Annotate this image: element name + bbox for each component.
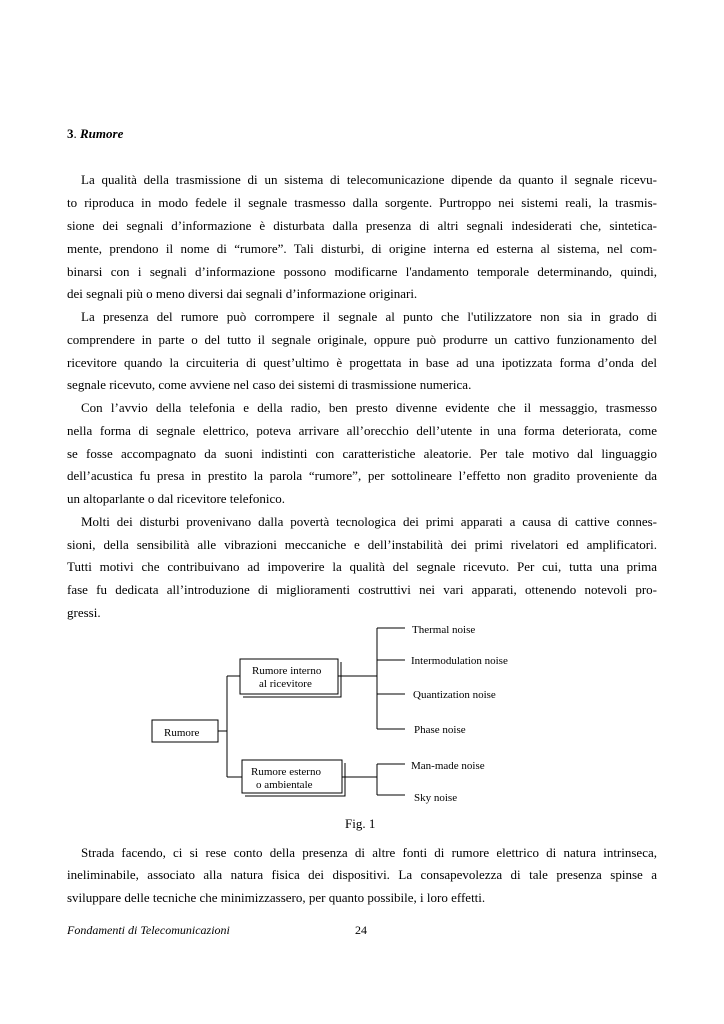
section-number: 3 bbox=[67, 126, 74, 141]
paragraph-line: comprendere in parte o del tutto il segnale originale, oppure può produrre un cattivo funzionamento del bbox=[67, 332, 657, 347]
paragraph-line: sviluppare delle tecniche che minimizzassero, per quanto possibile, i loro effetti. bbox=[67, 890, 486, 905]
paragraph-line: ineliminabile, associato alla natura fisica dei dispositivi. La consapevolezza di tale presenza spinse a bbox=[67, 867, 657, 882]
paragraph-line: Tutti motivi che contribuivano ad impoverire la qualità del segnale ricevuto. Per cui, tutta una prima bbox=[67, 559, 657, 574]
leaf-intermodulation-noise: Intermodulation noise bbox=[411, 655, 508, 667]
leaf-phase-noise: Phase noise bbox=[414, 724, 466, 736]
paragraph-line: se fosse accompagnato da suoni indistinti con caratteristiche aleatorie. Per tale motivo dal linguaggio bbox=[67, 446, 657, 461]
paragraph-line: mente, prendono il nome di “rumore”. Tali disturbi, di origine interna ed esterna al sistema, nel com- bbox=[67, 241, 657, 256]
paragraph-line: Strada facendo, ci si rese conto della presenza di altre fonti di rumore elettrico di natura intrinseca, bbox=[81, 845, 657, 860]
footer-page-number: 24 bbox=[355, 923, 367, 937]
leaf-thermal-noise: Thermal noise bbox=[412, 624, 476, 636]
figure-caption: Fig. 1 bbox=[345, 816, 376, 831]
paragraph-line: La qualità della trasmissione di un sistema di telecomunicazione dipende da quanto il segnale ricevu- bbox=[81, 172, 657, 187]
leaf-sky-noise: Sky noise bbox=[414, 792, 458, 804]
paragraph-line: gressi. bbox=[67, 605, 101, 620]
external-label-line2: o ambientale bbox=[256, 779, 313, 791]
paragraph-line: Con l’avvio della telefonia e della radio, ben presto divenne evidente che il messaggio, trasmesso bbox=[81, 400, 657, 415]
leaf-quantization-noise: Quantization noise bbox=[413, 689, 496, 701]
leaf-man-made-noise: Man-made noise bbox=[411, 760, 485, 772]
section-title: Rumore bbox=[80, 126, 124, 141]
footer-book-title: Fondamenti di Telecomunicazioni bbox=[67, 923, 230, 937]
paragraph-line: to riproduca in modo fedele il segnale trasmesso dalla sorgente. Purtroppo nei sistemi reali, la trasmis- bbox=[67, 195, 657, 210]
section-heading: 3. Rumore bbox=[67, 126, 124, 141]
paragraph-line: binarsi con i segnali d’informazione possono modificarne l'andamento temporale determinando, quindi, bbox=[67, 264, 657, 279]
paragraph-line: sioni, della sensibilità alle vibrazioni meccaniche e dell’instabilità dei primi rivelatori ed amplificatori. bbox=[67, 537, 657, 552]
root-label: Rumore bbox=[164, 727, 200, 739]
paragraph-line: La presenza del rumore può corrompere il segnale al punto che l'utilizzatore non sia in grado di bbox=[81, 309, 657, 324]
paragraph-line: fase fu dedicata all’introduzione di miglioramenti costruttivi nei vari apparati, ottenendo notevoli pro- bbox=[67, 582, 657, 597]
paragraph-line: Molti dei disturbi provenivano dalla povertà tecnologica dei primi apparati a causa di cattive connes- bbox=[81, 514, 657, 529]
noise-classification-diagram bbox=[0, 615, 724, 830]
paragraph-line: dei segnali più o meno diversi dai segnali d’informazione originari. bbox=[67, 286, 418, 301]
paragraph-line: dell’acustica fu presa in prestito la parola “rumore”, per sottolineare l’effetto non gradito proveniente da bbox=[67, 468, 657, 483]
paragraph-line: nella forma di segnale elettrico, poteva arrivare all’orecchio dell’utente in una forma deteriorata, come bbox=[67, 423, 657, 438]
internal-label-line2: al ricevitore bbox=[259, 678, 312, 690]
paragraph-line: ricevitore quando la circuiteria di quest’ultimo è progettata in base ad una ipotizzata forma d’onda del bbox=[67, 355, 657, 370]
paragraph-line: un altoparlante o dal ricevitore telefonico. bbox=[67, 491, 286, 506]
external-label-line1: Rumore esterno bbox=[251, 766, 321, 778]
paragraph-line: sione dei segnali d’informazione è disturbata dalla presenza di altri segnali indesiderati che, sintetica- bbox=[67, 218, 657, 233]
paragraph-line: segnale ricevuto, come avviene nel caso dei sistemi di trasmissione numerica. bbox=[67, 377, 472, 392]
internal-label-line1: Rumore interno bbox=[252, 665, 322, 677]
